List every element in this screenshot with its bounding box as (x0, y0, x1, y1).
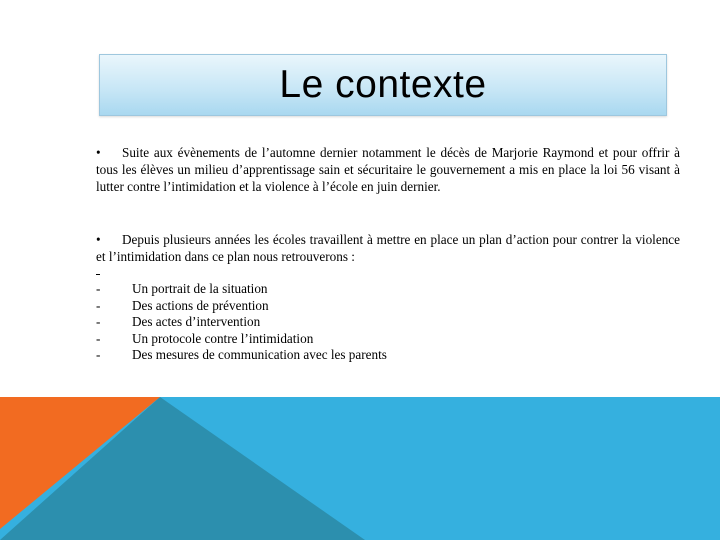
list-dash: - (96, 330, 101, 346)
list-dash: - (96, 297, 101, 313)
list-item (96, 346, 680, 363)
slide-title: Le contexte (279, 63, 487, 106)
list-item-text: Un protocole contre l’intimidation (132, 330, 314, 346)
list-item-text: Un portrait de la situation (132, 281, 268, 296)
list-item (96, 280, 680, 297)
slide-content (96, 144, 680, 363)
list-item-text: Des actes d’intervention (132, 314, 261, 330)
list-item (96, 330, 680, 347)
paragraph-1-text: Suite aux évènements de l’automne dernier notamment le décès de Marjorie Raymond et pour offrir à tous les élèves un milieu d’apprentissage sain et sécuritaire le gouvernement a mis en place la loi 56 visant à lutter contre l’intimidation et la violence à l’école en juin dernier. (96, 145, 680, 194)
paragraph-1 (96, 144, 680, 195)
decorative-footer (0, 397, 720, 540)
list-dash: - (96, 281, 101, 296)
list-dash: - (96, 314, 101, 330)
list-item (96, 297, 680, 314)
bullet-1: • (96, 145, 101, 160)
list-item-text: Des mesures de communication avec les parents (132, 347, 387, 363)
list-item (96, 313, 680, 330)
paragraph-2-text: Depuis plusieurs années les écoles travaillent à mettre en place un plan d’action pour contrer la violence et l’intimidation dans ce plan nous retrouverons : (96, 232, 680, 264)
list-marker-underline (96, 267, 680, 280)
list-dash: - (96, 347, 101, 363)
plan-list (96, 280, 680, 363)
title-box (99, 54, 667, 116)
paragraph-2 (96, 231, 680, 265)
list-item-text: Des actions de prévention (132, 297, 269, 313)
bullet-2: • (96, 232, 101, 247)
